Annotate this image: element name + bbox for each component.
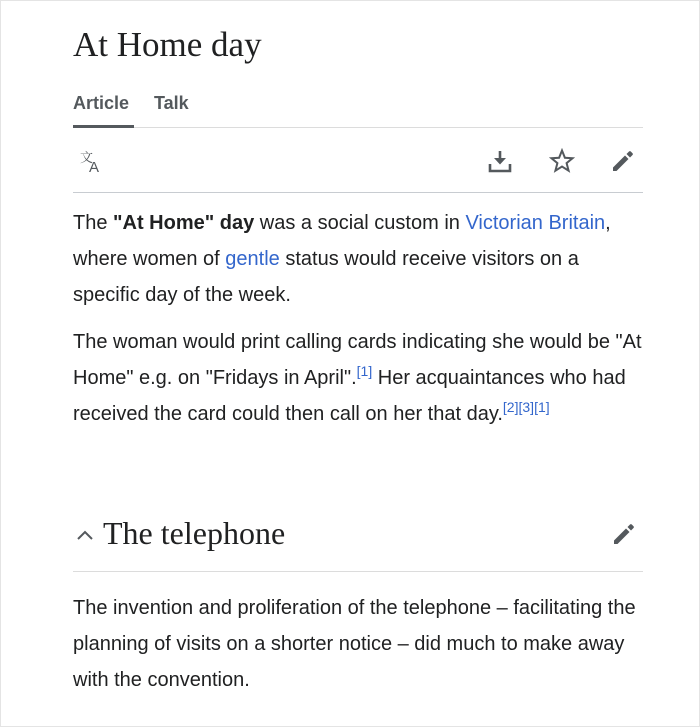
edit-icon[interactable] [610,148,636,174]
intro-paragraph [73,205,648,313]
download-icon[interactable] [487,148,513,174]
section-header-telephone [73,507,643,572]
star-icon[interactable] [549,148,575,174]
text: was a social custom in [254,212,466,234]
page-title: At Home day [73,25,262,64]
text: , where women of [73,212,611,270]
link-gentle[interactable]: gentle [225,248,280,270]
calling-cards-paragraph [73,324,648,432]
text: The [73,212,114,234]
svg-text:A: A [89,159,100,174]
tab-article[interactable]: Article [73,91,134,128]
tab-bar [73,89,643,128]
svg-text:文: 文 [80,151,94,166]
citation-1[interactable]: [1] [356,363,373,379]
section-edit-icon[interactable] [611,521,637,547]
text: The woman would print calling cards indicating she would be "At Home" e.g. on "Fridays in April". [73,331,642,389]
telephone-paragraph: The invention and proliferation of the telephone – facilitating the planning of visits on a shorter notice – did much to make away with the convention. [73,597,636,691]
text: status would receive visitors on a specific day of the week. [73,248,579,306]
text: Her acquaintances who had received the card could then call on her that day. [73,367,626,425]
section-title[interactable]: The telephone [103,515,286,551]
citation-3[interactable]: [3] [518,399,535,415]
link-victorian-britain[interactable]: Victorian Britain [465,212,606,234]
tab-talk[interactable]: Talk [154,93,189,113]
page-actions-toolbar [73,128,643,193]
citation-2[interactable]: [2] [502,399,519,415]
chevron-up-icon[interactable] [75,525,95,545]
bold-term: "At Home" day [113,212,255,234]
language-icon[interactable] [79,148,105,174]
citation-1-repeat[interactable]: [1] [534,399,550,415]
